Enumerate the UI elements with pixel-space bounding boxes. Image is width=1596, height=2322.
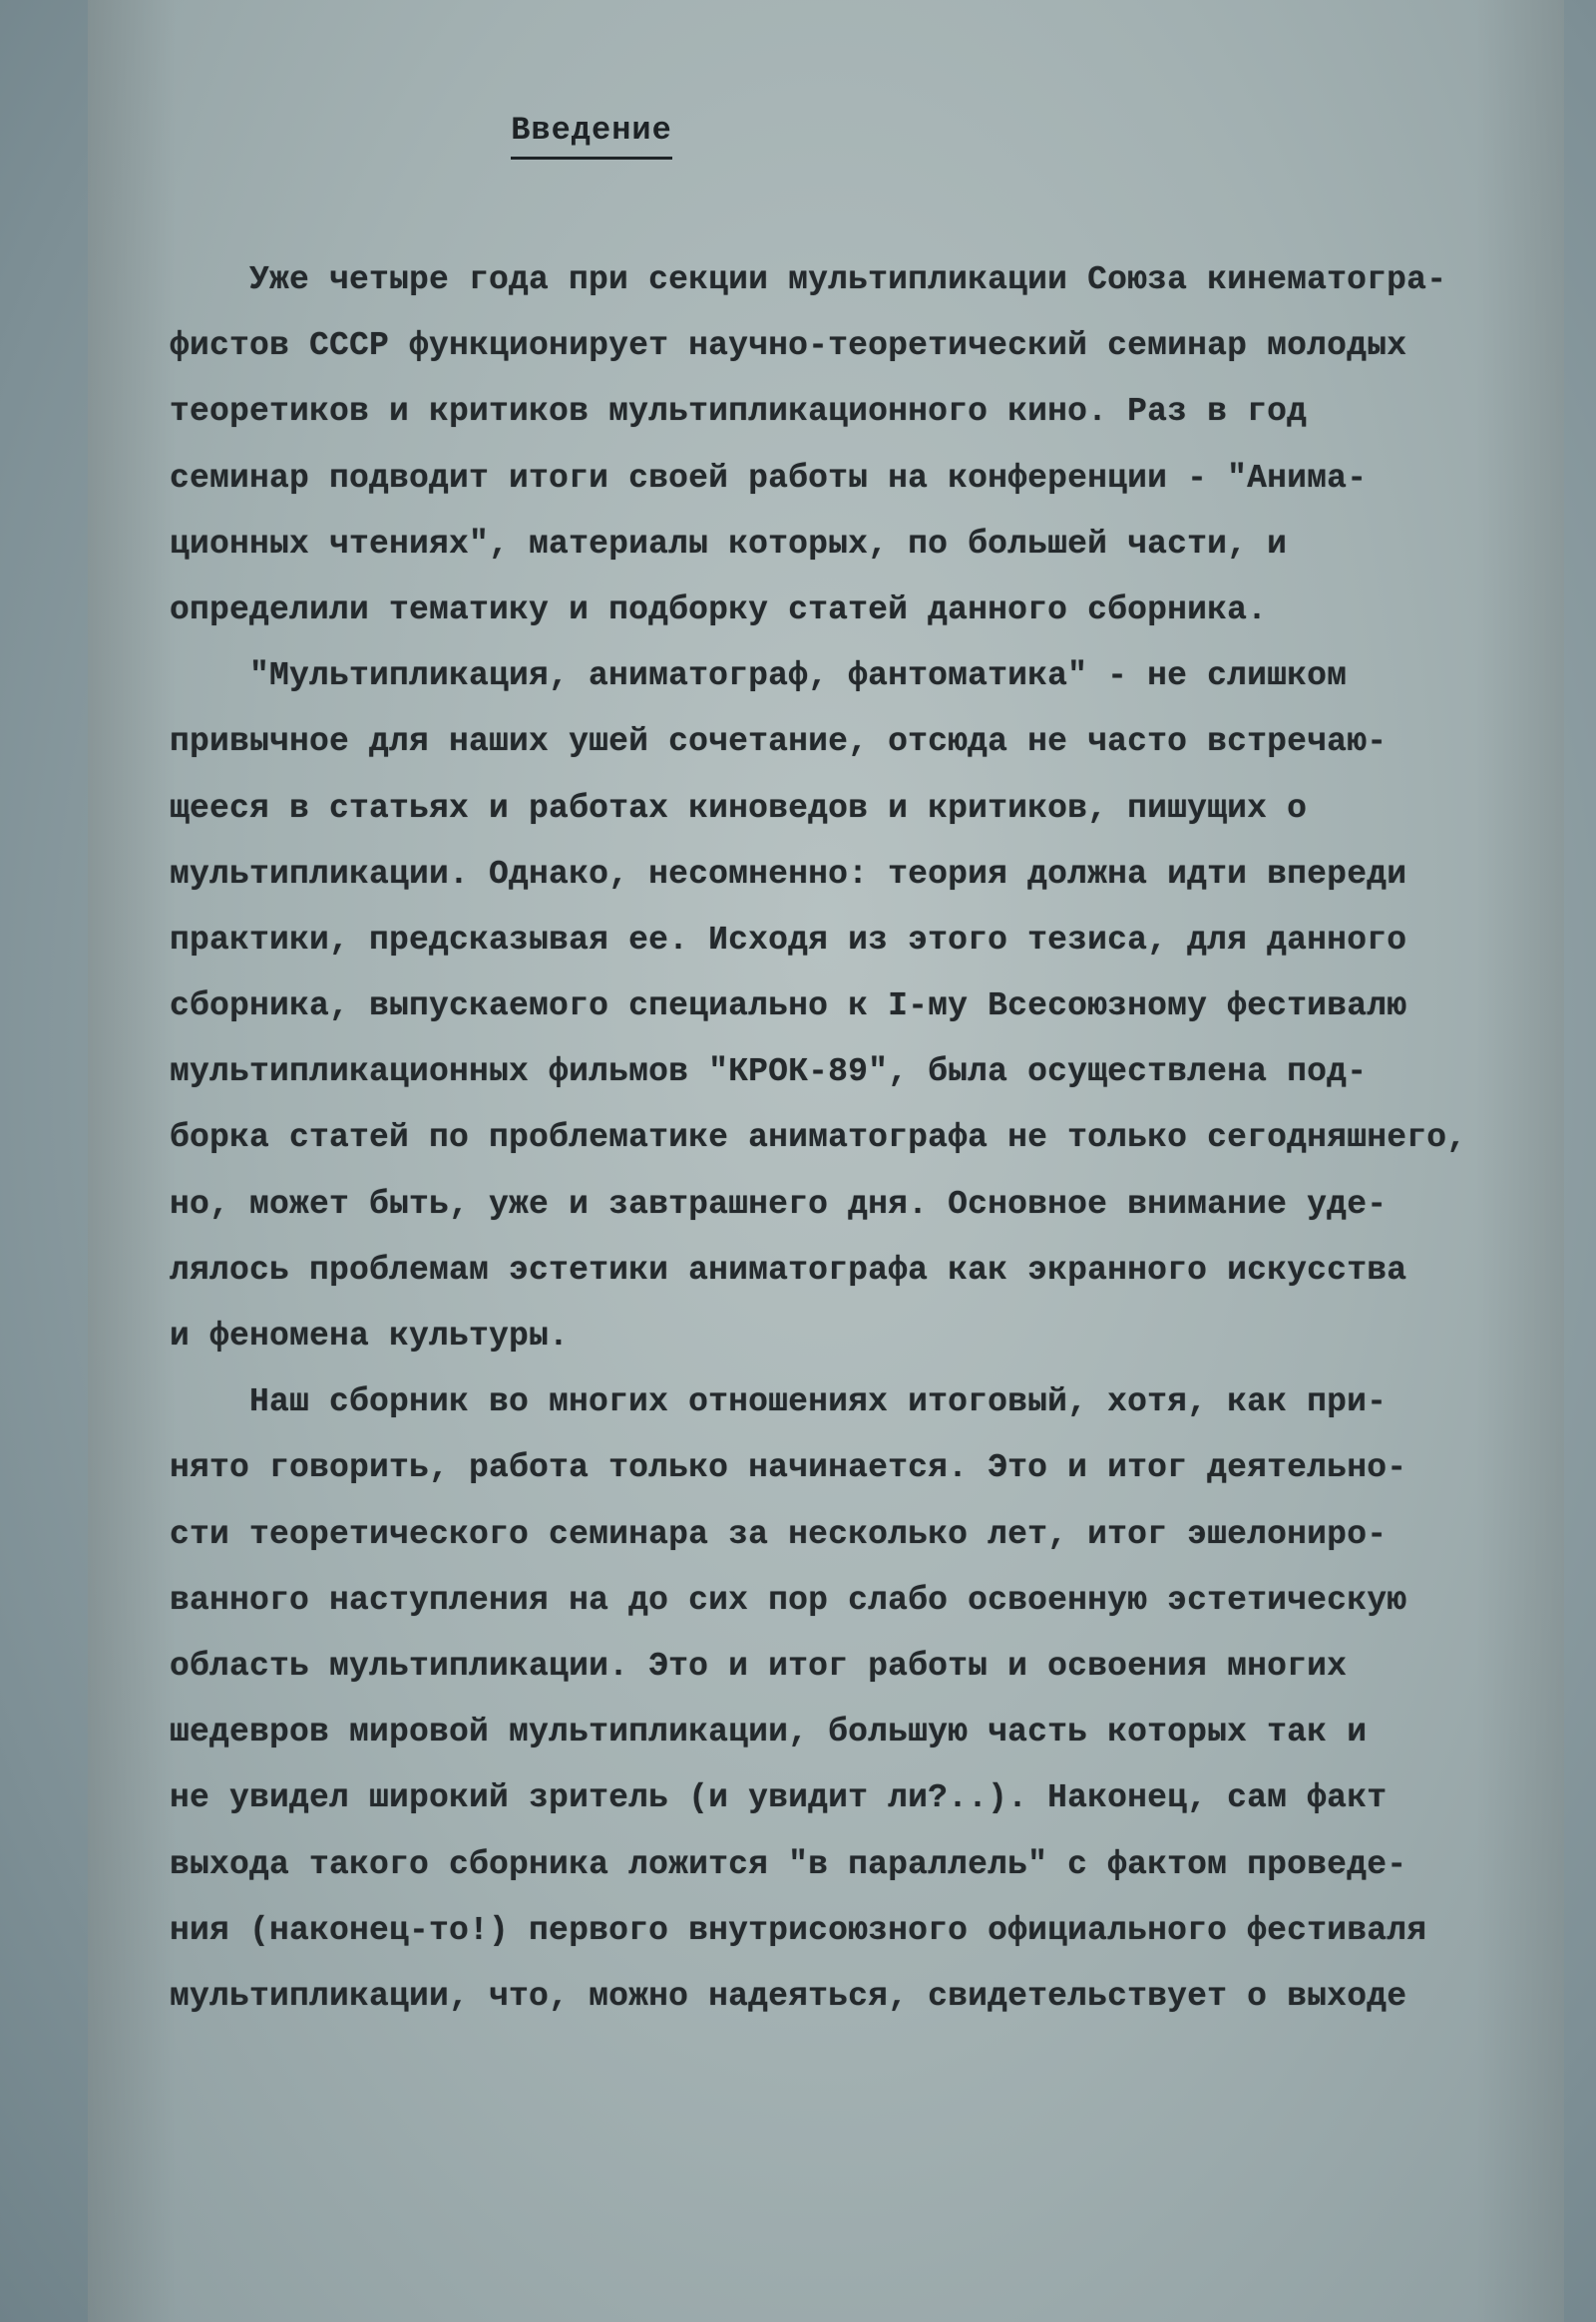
text-line: сборника, выпускаемого специально к I-му Всесоюзному фестивалю [170,987,1407,1025]
text-line: сти теоретического семинара за несколько лет, итог эшелониро- [170,1515,1388,1553]
text-line: но, может быть, уже и завтрашнего дня. Основное внимание уде- [170,1185,1388,1223]
text-line: мультипликационных фильмов "КРОК-89", была осуществлена под- [170,1053,1368,1091]
text-line: определили тематику и подборку статей данного сборника. [170,590,1268,628]
text-line: ванного наступления на до сих пор слабо освоенную эстетическую [170,1581,1407,1619]
typewritten-page [88,0,1564,2322]
text-line: практики, предсказывая ее. Исходя из этого тезиса, для данного [170,921,1407,959]
text-line: щееся в статьях и работах киноведов и критиков, пишущих о [170,789,1308,827]
text-line: и феномена культуры. [170,1318,570,1354]
body-text [170,247,1536,2030]
text-line: семинар подводит итоги своей работы на конференции - "Анима- [170,459,1368,497]
page-heading: Введение [511,112,672,160]
text-line: ния (наконец-то!) первого внутрисоюзного официального фестиваля [170,1911,1427,1949]
text-line: Уже четыре года при секции мультипликации Союза кинематогра- [249,261,1447,298]
text-line: область мультипликации. Это и итог работы и освоения многих [170,1647,1348,1685]
text-line: выхода такого сборника ложится "в параллель" с фактом проведе- [170,1845,1407,1883]
text-line: "Мультипликация, аниматограф, фантоматика" - не слишком [249,657,1348,695]
text-line: фистов СССР функционирует научно-теоретический семинар молодых [170,327,1407,365]
text-line: нято говорить, работа только начинается. Это и итог деятельно- [170,1449,1407,1487]
text-line: Наш сборник во многих отношениях итоговый, хотя, как при- [249,1383,1388,1421]
text-line: мультипликации. Однако, несомненно: теория должна идти впереди [170,855,1407,893]
text-line: привычное для наших ушей сочетание, отсюда не часто встречаю- [170,723,1388,761]
text-line: мультипликации, что, можно надеяться, свидетельствует о выходе [170,1977,1407,2015]
heading-container [88,112,1564,160]
text-line: борка статей по проблематике аниматографа не только сегодняшнего, [170,1119,1467,1157]
text-line: не увидел широкий зритель (и увидит ли?..). Наконец, сам факт [170,1779,1388,1817]
text-line: теоретиков и критиков мультипликационного кино. Раз в год [170,393,1308,431]
text-line: лялось проблемам эстетики аниматографа как экранного искусства [170,1251,1407,1289]
text-line: шедевров мировой мультипликации, большую часть которых так и [170,1714,1368,1751]
text-line: ционных чтениях", материалы которых, по большей части, и [170,525,1288,563]
